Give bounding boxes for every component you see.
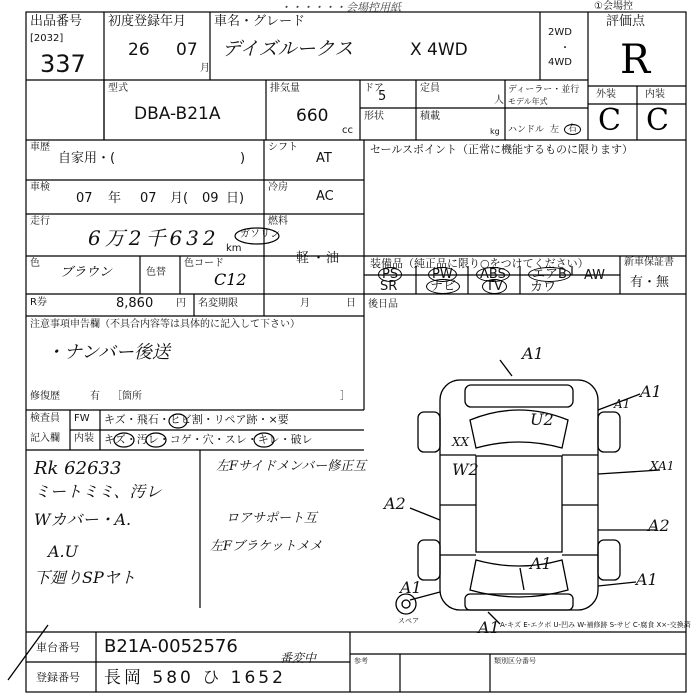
repair-close: ］ xyxy=(340,391,350,402)
equip-leather: カワ xyxy=(530,280,557,295)
hw-line-4: A.U xyxy=(48,542,79,561)
inspection-day-unit: 日) xyxy=(226,191,245,206)
hw-line-1: Rk 62633 xyxy=(34,458,122,479)
load-unit: kg xyxy=(490,127,500,136)
drive-2wd: 2WD xyxy=(548,27,572,38)
disp-unit: cc xyxy=(342,125,353,136)
diagram-mark: A1 xyxy=(400,578,422,597)
inspection-day: 09 xyxy=(202,191,219,206)
handle-left: 左 xyxy=(550,125,560,135)
ac-value: AC xyxy=(316,189,334,204)
notes-label: 注意事項申告欄（不具合内容等は具体的に記入して下さい） xyxy=(30,319,300,330)
shift-label: シフト xyxy=(268,142,298,153)
drive-4wd: 4WD xyxy=(548,57,572,68)
dealer-label: ディーラー・並行 xyxy=(508,85,580,95)
ext-score: C xyxy=(598,103,621,138)
ac-label: 冷房 xyxy=(268,182,288,193)
diagram-legend: A-キズ E-エクボ U-凹み W-補修跡 S-サビ C-腐食 X×-交換済 xyxy=(500,621,691,629)
recycle-value: 8,860 xyxy=(116,296,154,311)
equip-aw: AW xyxy=(584,268,606,283)
chassis-value: B21A-0052576 xyxy=(104,636,238,657)
hw-right-3: 左Fブラケットメメ xyxy=(210,539,323,554)
usage-value: 自家用・( xyxy=(58,151,116,166)
color-code-label: 色コード xyxy=(184,258,224,269)
recycle-unit: 円 xyxy=(176,298,186,309)
diagram-mark: XX xyxy=(452,435,470,449)
diagram-mark: A1 xyxy=(522,344,544,363)
equip-navi: ナビ xyxy=(426,279,460,294)
mileage-label: 走行 xyxy=(30,216,50,227)
repair-label: 修復歴 xyxy=(30,391,60,402)
car-name: デイズルークス xyxy=(222,38,354,60)
inspection-month-unit: 月( xyxy=(170,191,189,206)
hw-line-5: 下廻りSPヤト xyxy=(34,568,136,587)
handle-right: 右 xyxy=(564,124,581,135)
equipment-label: 装備品（純正品に限り○をつけてください） xyxy=(370,257,589,270)
equip-tv: TV xyxy=(482,279,507,294)
checker-fw: FW xyxy=(74,413,90,424)
name-label: 車名・グレード xyxy=(214,14,306,29)
car-diagram xyxy=(396,380,620,614)
repair-place: ［箇所 xyxy=(112,391,142,402)
diagram-mark: A2 xyxy=(648,516,670,535)
hw-line-2: ミートミミ、汚レ xyxy=(34,482,162,501)
door-value: 5 xyxy=(378,89,387,104)
mileage-value: 6万2千632 xyxy=(88,226,220,250)
lot-code: [2032] xyxy=(30,33,64,44)
chassis-note: 番変中 xyxy=(280,651,317,665)
fuel-light: 軽 xyxy=(296,251,310,266)
shape-label: 形状 xyxy=(364,111,384,122)
month-unit: 月 xyxy=(200,63,210,74)
first-reg-label: 初度登録年月 xyxy=(108,14,187,29)
lot-label: 出品番号 xyxy=(30,14,83,29)
equip-pw: PW xyxy=(428,267,457,282)
model-label: 型式 xyxy=(108,83,128,94)
ext-label: 外装 xyxy=(596,89,616,100)
color-label: 色 xyxy=(30,258,40,269)
int-score: C xyxy=(646,103,669,138)
disp-value: 660 xyxy=(296,106,329,126)
limit-day: 日 xyxy=(346,298,356,309)
hw-line-3: Wカバー・A. xyxy=(34,510,132,529)
equip-ps: PS xyxy=(378,267,402,282)
color-change-label: 色替 xyxy=(146,267,166,278)
diagram-mark: W2 xyxy=(452,460,479,479)
handle-label: ハンドル xyxy=(508,125,545,135)
checker-row-2: キズ・汚レ・コゲ・穴・スレ・キレ・破レ xyxy=(104,433,313,446)
notes-text: ・ナンバー後送 xyxy=(46,342,170,363)
inspection-year-unit: 年 xyxy=(108,191,122,206)
classification-label: 類別区分番号 xyxy=(494,657,536,665)
limit-label: 名変期限 xyxy=(198,298,238,309)
equip-abs: ABS xyxy=(476,267,510,282)
fuel-oil: 油 xyxy=(326,251,340,266)
fuel-gasoline: ガソリン xyxy=(240,229,280,240)
hw-right-2: ロアサポート互 xyxy=(226,511,318,526)
inspection-year: 07 xyxy=(76,191,93,206)
load-label: 積載 xyxy=(420,111,440,122)
rear-label: 後日品 xyxy=(368,299,398,310)
inspection-label: 車検 xyxy=(30,182,50,193)
warranty-value: 有・無 xyxy=(630,275,670,290)
diagram-mark: U2 xyxy=(530,410,554,429)
top-title: ・・・・・・会場控用紙 xyxy=(280,1,401,14)
color-value: ブラウン xyxy=(60,265,113,280)
limit-month: 月 xyxy=(300,298,310,309)
shift-value: AT xyxy=(316,151,332,166)
inspection-month: 07 xyxy=(140,191,157,206)
diagram-mark: XA1 xyxy=(650,459,675,473)
lot-number: 337 xyxy=(40,50,86,78)
diagram-mark: A1 xyxy=(636,570,658,589)
color-code-value: C12 xyxy=(214,270,247,289)
diagram-mark: A2 xyxy=(384,494,406,513)
equip-airbag: エアB xyxy=(528,267,571,282)
chassis-label: 車台番号 xyxy=(36,641,80,654)
drive-dot: ・ xyxy=(560,43,570,54)
sales-points-label: セールスポイント（正常に機能するものに限ります） xyxy=(370,143,634,156)
cap-label: 定員 xyxy=(420,83,440,94)
first-reg-month: 07 xyxy=(176,40,198,60)
disp-label: 排気量 xyxy=(270,83,300,94)
diagram-mark: A1 xyxy=(614,397,631,411)
first-reg-year: 26 xyxy=(128,40,150,60)
mileage-unit: km xyxy=(226,243,242,254)
ref-label: 参考 xyxy=(354,657,368,665)
fuel-dot: ・ xyxy=(312,251,326,266)
eval-score: R xyxy=(620,37,651,83)
usage-label: 車歴 xyxy=(30,142,50,153)
recycle-label: R券 xyxy=(30,297,47,308)
hw-right-1: 左Fサイドメンバー修正互 xyxy=(216,459,367,474)
usage-close: ) xyxy=(240,151,246,166)
repair-value: 有 xyxy=(90,391,100,402)
diagram-mark: A1 xyxy=(640,382,662,401)
model-value: DBA-B21A xyxy=(134,104,221,124)
diagram-mark: A1 xyxy=(530,554,552,573)
spare-label: スペア xyxy=(398,617,419,625)
car-grade: X 4WD xyxy=(410,40,468,60)
equip-sr: SR xyxy=(380,279,398,294)
eval-label: 評価点 xyxy=(606,14,646,29)
checker-interior: 内装 xyxy=(74,433,94,444)
model-year-label: モデル年式 xyxy=(508,97,548,106)
door-label: ドア xyxy=(364,83,384,94)
warranty-label: 新車保証書 xyxy=(624,257,674,268)
int-label: 内装 xyxy=(645,89,665,100)
checker-label-2: 記入欄 xyxy=(30,433,60,444)
cap-unit: 人 xyxy=(494,95,504,106)
plate-value: 長岡 580 ひ 1652 xyxy=(104,668,286,688)
plate-label: 登録番号 xyxy=(36,671,80,684)
checker-row-1: キズ・飛石・ヒビ割・リペア跡・×要 xyxy=(104,413,289,426)
fuel-label: 燃料 xyxy=(268,216,288,227)
venue-label: ①会場控 xyxy=(594,1,633,12)
checker-label-1: 検査員 xyxy=(30,413,60,424)
diagram-mark: A1 xyxy=(478,618,500,637)
